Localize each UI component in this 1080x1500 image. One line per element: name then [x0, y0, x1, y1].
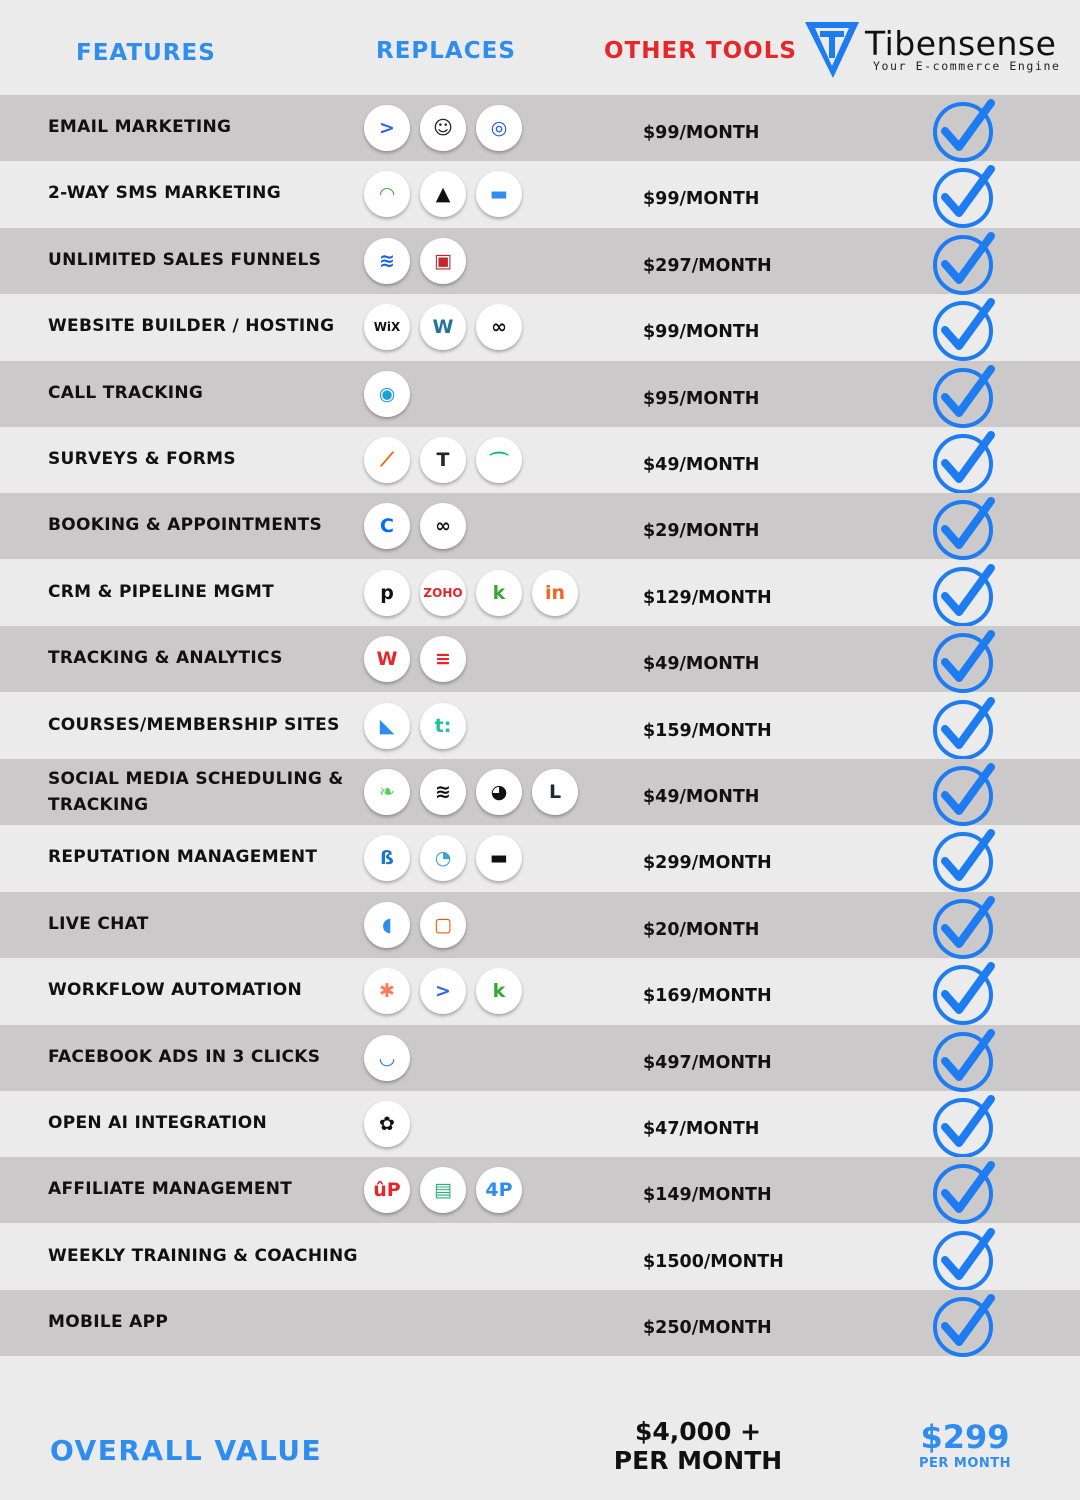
kajabi-icon: ◣	[364, 703, 410, 749]
teachable-icon: t:	[420, 703, 466, 749]
feature-label: COURSES/MEMBERSHIP SITES	[48, 714, 340, 735]
other-tools-price: $1500/MONTH	[643, 1251, 784, 1272]
feature-label: MOBILE APP	[48, 1312, 169, 1333]
tibensense-price: $299	[920, 1418, 1010, 1456]
other-tools-total	[598, 1417, 798, 1475]
other-tools-price: $149/MONTH	[643, 1185, 772, 1206]
replaces-header: REPLACES	[376, 38, 516, 64]
brand-logo	[803, 18, 1073, 84]
livechat-icon: ▢	[420, 902, 466, 948]
feature-label: FACEBOOK ADS IN 3 CLICKS	[48, 1046, 321, 1067]
hootsuite-icon: ◕	[476, 769, 522, 815]
wifi-sms-icon: ◠	[364, 171, 410, 217]
review-chat-icon: ▬	[476, 835, 522, 881]
feature-label: TRACKING & ANALYTICS	[48, 648, 283, 669]
refersion-icon: ▤	[420, 1167, 466, 1213]
checkmark-icon	[931, 363, 999, 429]
hubspot-icon: ✱	[364, 968, 410, 1014]
feature-label: LIVE CHAT	[48, 913, 149, 934]
mailchimp-icon: ☺	[420, 105, 466, 151]
stack-layers-icon: ≋	[364, 238, 410, 284]
checkmark-icon	[931, 1093, 999, 1159]
checkmark-icon	[931, 695, 999, 761]
firstpromoter-icon: 4P	[476, 1167, 522, 1213]
checkmark-icon	[931, 1159, 999, 1225]
feature-row	[0, 1290, 1080, 1356]
checkmark-icon	[931, 296, 999, 362]
activecampaign-automation-icon: >	[420, 968, 466, 1014]
attentive-icon: ▲	[420, 171, 466, 217]
feature-row	[0, 626, 1080, 692]
feature-label: AFFILIATE MANAGEMENT	[48, 1179, 293, 1200]
other-tools-price: $95/MONTH	[643, 388, 760, 409]
other-tools-price: $47/MONTH	[643, 1119, 760, 1139]
checkmark-icon	[931, 628, 999, 694]
feature-label: CRM & PIPELINE MGMT	[48, 581, 275, 602]
other-tools-price: $169/MONTH	[643, 986, 772, 1007]
constant-contact-icon: ◎	[476, 105, 522, 151]
other-tools-price: $297/MONTH	[643, 255, 772, 276]
checkmark-icon	[931, 1027, 999, 1093]
drift-chat-icon: ◖	[364, 902, 410, 948]
feature-label: SOCIAL MEDIA SCHEDULING & TRACKING	[48, 769, 344, 815]
other-tools-price: $129/MONTH	[643, 587, 772, 608]
feature-label: WORKFLOW AUTOMATION	[48, 980, 302, 1001]
acuity-icon: ∞	[420, 503, 466, 549]
checkmark-icon	[931, 495, 999, 561]
feature-row	[0, 1224, 1080, 1290]
feature-label: SURVEYS & FORMS	[48, 449, 236, 469]
brand-tagline: Your E-commerce Engine	[873, 59, 1061, 73]
checkmark-icon	[931, 960, 999, 1026]
feature-label: OPEN AI INTEGRATION	[48, 1113, 268, 1133]
other-tools-price: $49/MONTH	[643, 654, 760, 675]
features-header: FEATURES	[76, 40, 216, 66]
checkmark-icon	[931, 1226, 999, 1292]
checkmark-icon	[931, 562, 999, 628]
other-tools-price: $159/MONTH	[643, 720, 772, 741]
feature-row	[0, 228, 1080, 294]
feature-label: BOOKING & APPOINTMENTS	[48, 515, 323, 536]
other-tools-price: $99/MONTH	[643, 189, 760, 210]
callrail-icon: ◉	[364, 371, 410, 417]
woopra-icon: W	[364, 636, 410, 682]
feature-row	[0, 693, 1080, 759]
feature-label: UNLIMITED SALES FUNNELS	[48, 249, 322, 270]
uppromote-icon: ûP	[364, 1167, 410, 1213]
buffer-icon: ≋	[420, 769, 466, 815]
feature-label: WEEKLY TRAINING & COACHING	[48, 1245, 358, 1266]
feature-label: EMAIL MARKETING	[48, 117, 232, 137]
activecampaign-icon: >	[364, 105, 410, 151]
feature-row	[0, 361, 1080, 427]
other-tools-price: $49/MONTH	[643, 787, 760, 807]
wordpress-icon: W	[420, 304, 466, 350]
other-tools-price: $20/MONTH	[643, 919, 760, 940]
typeform-icon: T	[420, 437, 466, 483]
feature-row	[0, 759, 1080, 825]
keap-icon: k	[476, 570, 522, 616]
analytics-bars-icon: ≡	[420, 636, 466, 682]
tibensense-logo-icon	[803, 18, 861, 80]
checkmark-icon	[931, 97, 999, 163]
openai-icon: ✿	[364, 1101, 410, 1147]
clickfunnels-icon: ▣	[420, 238, 466, 284]
feature-row	[0, 294, 1080, 360]
other-tools-price: $99/MONTH	[643, 123, 760, 143]
later-icon: L	[532, 769, 578, 815]
other-tools-price: $29/MONTH	[643, 521, 760, 542]
feature-label: WEBSITE BUILDER / HOSTING	[48, 316, 335, 337]
wix-icon: WiX	[364, 304, 410, 350]
pipedrive-icon: p	[364, 570, 410, 616]
feature-row	[0, 958, 1080, 1024]
other-tools-price: $49/MONTH	[643, 455, 760, 475]
feature-row	[0, 560, 1080, 626]
other-tools-price: $250/MONTH	[643, 1318, 772, 1339]
surveymonkey-icon: ⌒	[476, 437, 522, 483]
other-tools-price: $497/MONTH	[643, 1052, 772, 1073]
keap-automation-icon: k	[476, 968, 522, 1014]
feature-row	[0, 1157, 1080, 1223]
insightly-icon: in	[532, 570, 578, 616]
ads-smile-icon: ◡	[364, 1035, 410, 1081]
birdeye-icon: ß	[364, 835, 410, 881]
checkmark-icon	[931, 894, 999, 960]
checkmark-icon	[931, 1292, 999, 1358]
checkmark-icon	[931, 163, 999, 229]
feature-row	[0, 95, 1080, 161]
squarespace-icon: ∞	[476, 304, 522, 350]
calendly-icon: C	[364, 503, 410, 549]
jotform-icon: ⟋	[364, 437, 410, 483]
feature-row	[0, 493, 1080, 559]
checkmark-icon	[931, 230, 999, 296]
overall-value-label: OVERALL VALUE	[50, 1434, 323, 1467]
other-tools-total-unit: PER MONTH	[613, 1446, 783, 1475]
sms-chat-icon: ▬	[476, 171, 522, 217]
other-tools-price: $99/MONTH	[643, 322, 760, 343]
feature-label: REPUTATION MANAGEMENT	[48, 847, 318, 868]
feature-row	[0, 161, 1080, 227]
other-tools-total-amount: $4,000 +	[634, 1417, 762, 1446]
feature-label: CALL TRACKING	[48, 382, 204, 403]
other-tools-header: OTHER TOOLS	[604, 38, 797, 64]
other-tools-price: $299/MONTH	[643, 853, 772, 874]
podium-icon: ◔	[420, 835, 466, 881]
checkmark-icon	[931, 827, 999, 893]
checkmark-icon	[931, 429, 999, 495]
feature-row	[0, 1025, 1080, 1091]
feature-label: 2-WAY SMS MARKETING	[48, 183, 281, 204]
feature-row	[0, 1091, 1080, 1157]
feature-row	[0, 892, 1080, 958]
checkmark-icon	[931, 761, 999, 827]
tibensense-price-unit: PER MONTH	[918, 1456, 1012, 1471]
feature-row	[0, 825, 1080, 891]
sprout-social-icon: ❧	[364, 769, 410, 815]
feature-row	[0, 427, 1080, 493]
brand-name: Tibensense	[865, 24, 1057, 63]
zoho-icon: ZOHO	[420, 570, 466, 616]
